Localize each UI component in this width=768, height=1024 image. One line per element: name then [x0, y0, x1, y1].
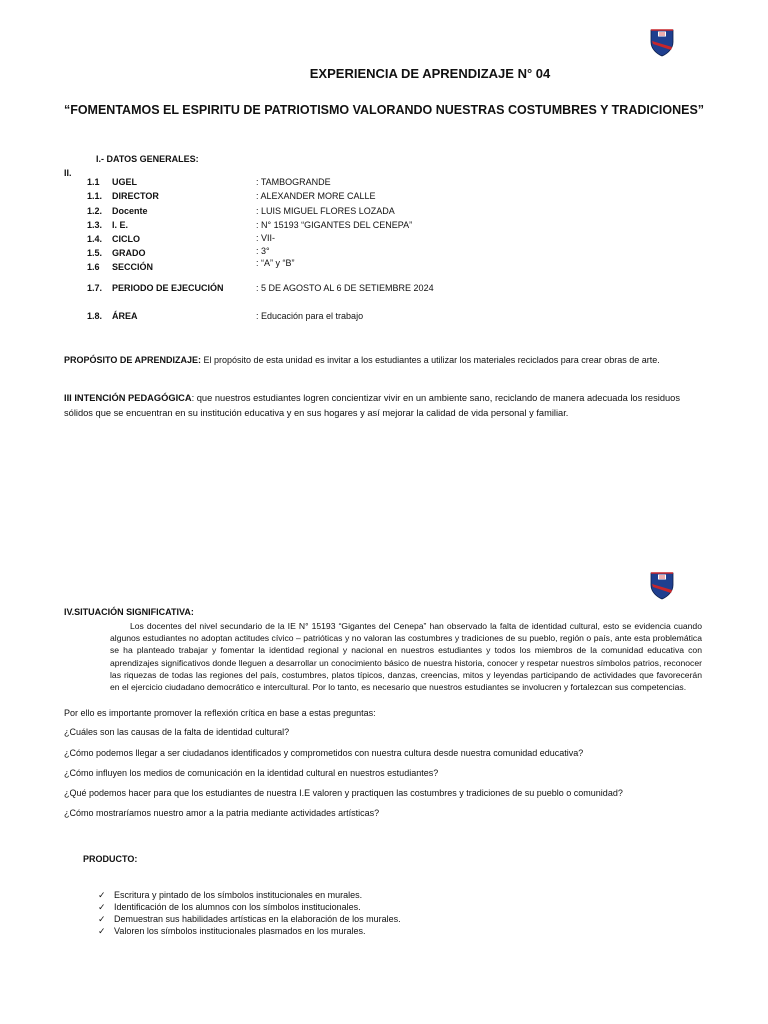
- row-number: 1.1.: [87, 191, 103, 201]
- product-heading: PRODUCTO:: [83, 854, 138, 864]
- reflection-question: ¿Cuáles son las causas de la falta de identidad cultural?: [64, 727, 290, 737]
- row-label: UGEL: [112, 177, 138, 187]
- row-value-director: : ALEXANDER MORE CALLE: [256, 191, 376, 201]
- check-mark-icon: ✓: [98, 926, 106, 936]
- situation-heading: IV.SITUACIÓN SIGNIFICATIVA:: [64, 607, 194, 617]
- row-value-ugel: : TAMBOGRANDE: [256, 177, 331, 187]
- situation-intro: Por ello es importante promover la reflexión crítica en base a estas preguntas:: [64, 708, 376, 718]
- row-label: CICLO: [112, 234, 140, 244]
- check-mark-icon: ✓: [98, 914, 106, 924]
- list-item: [98, 925, 401, 937]
- row-value-area: : Educación para el trabajo: [256, 311, 364, 321]
- intention-paragraph: [64, 391, 684, 420]
- list-item: [98, 913, 401, 925]
- product-item-text: Identificación de los alumnos con los símbolos institucionales.: [114, 902, 361, 912]
- row-label: GRADO: [112, 248, 146, 258]
- row-number: 1.3.: [87, 220, 103, 230]
- row-number: 1.5.: [87, 248, 103, 258]
- reflection-question: ¿Cómo influyen los medios de comunicación en la identidad cultural en nuestros estudiantes?: [64, 768, 439, 778]
- row-value-grado: : 3°: [256, 246, 270, 256]
- document-title: EXPERIENCIA DE APRENDIZAJE N° 04: [309, 66, 551, 81]
- row-number: 1.1: [87, 177, 100, 187]
- check-mark-icon: ✓: [98, 890, 106, 900]
- row-value-seccion: : “A” y “B”: [256, 258, 295, 268]
- school-crest-icon: [649, 570, 675, 600]
- row-value-docente: : LUIS MIGUEL FLORES LOZADA: [256, 206, 395, 216]
- situation-paragraph: Los docentes del nivel secundario de la IE N° 15193 “Gigantes del Cenepa” han observado la falta de identidad cultural, esto se evidencia cuando algunos estudiantes no adoptan actitudes cívico – patrióticas y no valoran las costumbres y tradiciones de su pueblo, región o país, ante esta problemática se ha planteado trabajar y fomentar la identidad regional y nacional en nuestros estudiantes y todos los miembros de la comunidad educativa con aprendizajes significativos donde lleguen a desarrollar un conocimiento básico de nuestra historia, conocer y respetar nuestros símbolos patrios, reconocer las riquezas de todas las regiones del país, costumbres, platos típicos, danzas, creencias, mitos y leyendas participando de actividades que favorecerán en el ejercicio ciudadano democrático e intercultural. Por lo tanto, es necesario que nuestros estudiantes se involucren y fortalezcan sus competencias.: [110, 621, 702, 693]
- row-label: I. E.: [112, 220, 129, 230]
- row-number: 1.7.: [87, 283, 103, 293]
- product-item-text: Valoren los símbolos institucionales plasmados en los murales.: [114, 926, 366, 936]
- intention-text: : que nuestros estudiantes logren concientizar vivir en un ambiente sano, reciclando de manera adecuada los residuos sólidos que se encuentran en su institución educativa y en sus hogares y así mejorar la calidad de vida personal y familiar.: [64, 393, 680, 418]
- row-label: PERIODO DE EJECUCIÓN: [112, 283, 224, 293]
- list-item: [98, 901, 401, 913]
- row-value-periodo: : 5 DE AGOSTO AL 6 DE SETIEMBRE 2024: [256, 283, 434, 293]
- row-number: 1.4.: [87, 234, 103, 244]
- row-value-ie: : N° 15193 “GIGANTES DEL CENEPA”: [256, 220, 413, 230]
- purpose-text: El propósito de esta unidad es invitar a los estudiantes a utilizar los materiales reciclados para crear obras de arte.: [201, 355, 660, 365]
- product-item-text: Escritura y pintado de los símbolos institucionales en murales.: [114, 890, 363, 900]
- row-number: 1.2.: [87, 206, 103, 216]
- purpose-label: PROPÓSITO DE APRENDIZAJE:: [64, 355, 202, 365]
- row-value-ciclo: : VII-: [256, 233, 276, 243]
- document-subtitle: “FOMENTAMOS EL ESPIRITU DE PATRIOTISMO VALORANDO NUESTRAS COSTUMBRES Y TRADICIONES”: [63, 103, 705, 117]
- reflection-question: ¿Qué podemos hacer para que los estudiantes de nuestra I.E valoren y practiquen las costumbres y tradiciones de su pueblo o comunidad?: [64, 788, 623, 798]
- reflection-question: ¿Cómo mostraríamos nuestro amor a la patria mediante actividades artísticas?: [64, 808, 380, 818]
- product-item-text: Demuestran sus habilidades artísticas en la elaboración de los murales.: [114, 914, 401, 924]
- intention-label: III INTENCIÓN PEDAGÓGICA: [64, 393, 192, 403]
- reflection-question: ¿Cómo podemos llegar a ser ciudadanos identificados y comprometidos con nuestra cultura desde nuestra comunidad educativa?: [64, 748, 584, 758]
- purpose-paragraph: [64, 354, 744, 368]
- row-label: DIRECTOR: [112, 191, 159, 201]
- section-roman-numeral: II.: [64, 168, 72, 178]
- row-number: 1.8.: [87, 311, 103, 321]
- row-label: Docente: [112, 206, 148, 216]
- check-mark-icon: ✓: [98, 902, 106, 912]
- row-label: SECCIÓN: [112, 262, 154, 272]
- product-list: [98, 889, 401, 937]
- row-number: 1.6: [87, 262, 100, 272]
- section-general-data-heading: I.- DATOS GENERALES:: [96, 154, 199, 164]
- row-label: ÁREA: [112, 311, 138, 321]
- school-crest-icon: [649, 27, 675, 57]
- list-item: [98, 889, 401, 901]
